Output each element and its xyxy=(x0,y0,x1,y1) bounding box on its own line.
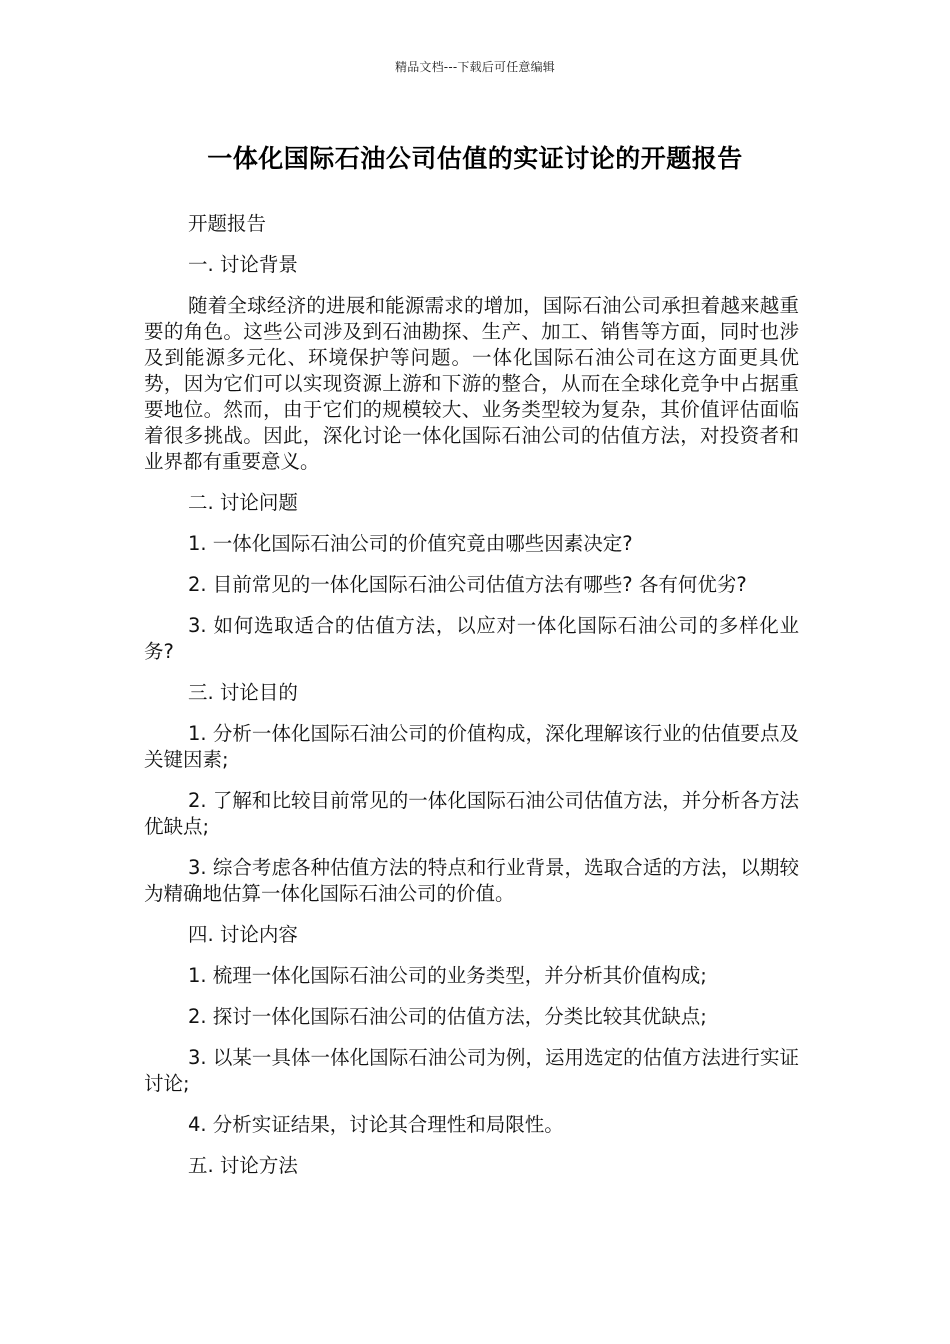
list-item-question-1: 1. 一体化国际石油公司的价值究竟由哪些因素决定? xyxy=(188,532,633,555)
paragraph-background: 随着全球经济的进展和能源需求的增加，国际石油公司承担着越来越重要的角色。这些公司涉及到石油勘探、生产、加工、销售等方面，同时也涉及到能源多元化、环境保护等问题。一体化国际石油公司在这方面更具优势，因为它们可以实现资源上游和下游的整合，从而在全球化竞争中占据重要地位。然而，由于它们的规模较大、业务类型较为复杂，其价值评估面临着很多挑战。因此，深化讨论一体化国际石油公司的估值方法，对投资者和业界都有重要意义。 xyxy=(144,294,799,473)
section-heading-objectives: 三. 讨论目的 xyxy=(188,681,298,704)
section-heading-methods: 五. 讨论方法 xyxy=(188,1154,298,1177)
list-item-objective-1: 1. 分析一体化国际石油公司的价值构成，深化理解该行业的估值要点及关键因素; xyxy=(144,722,799,771)
header-note: 精品文档---下载后可任意编辑 xyxy=(395,60,555,74)
list-item-objective-2: 2. 了解和比较目前常见的一体化国际石油公司估值方法，并分析各方法优缺点; xyxy=(144,789,799,838)
section-heading-content: 四. 讨论内容 xyxy=(188,923,298,946)
paragraph-label: 开题报告 xyxy=(188,212,267,235)
section-heading-questions: 二. 讨论问题 xyxy=(188,491,298,514)
document-body xyxy=(144,211,799,1179)
document-title: 一体化国际石油公司估值的实证讨论的开题报告 xyxy=(207,144,743,173)
list-item-content-2: 2. 探讨一体化国际石油公司的估值方法，分类比较其优缺点; xyxy=(188,1005,707,1028)
list-item-content-3: 3. 以某一具体一体化国际石油公司为例，运用选定的估值方法进行实证讨论; xyxy=(144,1046,799,1095)
list-item-content-4: 4. 分析实证结果，讨论其合理性和局限性。 xyxy=(188,1113,564,1136)
list-item-question-2: 2. 目前常见的一体化国际石油公司估值方法有哪些? 各有何优劣? xyxy=(188,573,747,596)
section-heading-background: 一. 讨论背景 xyxy=(188,253,298,276)
list-item-content-1: 1. 梳理一体化国际石油公司的业务类型，并分析其价值构成; xyxy=(188,964,707,987)
list-item-objective-3: 3. 综合考虑各种估值方法的特点和行业背景，选取合适的方法，以期较为精确地估算一体化国际石油公司的价值。 xyxy=(144,856,799,905)
list-item-question-3: 3. 如何选取适合的估值方法，以应对一体化国际石油公司的多样化业务? xyxy=(144,614,799,663)
